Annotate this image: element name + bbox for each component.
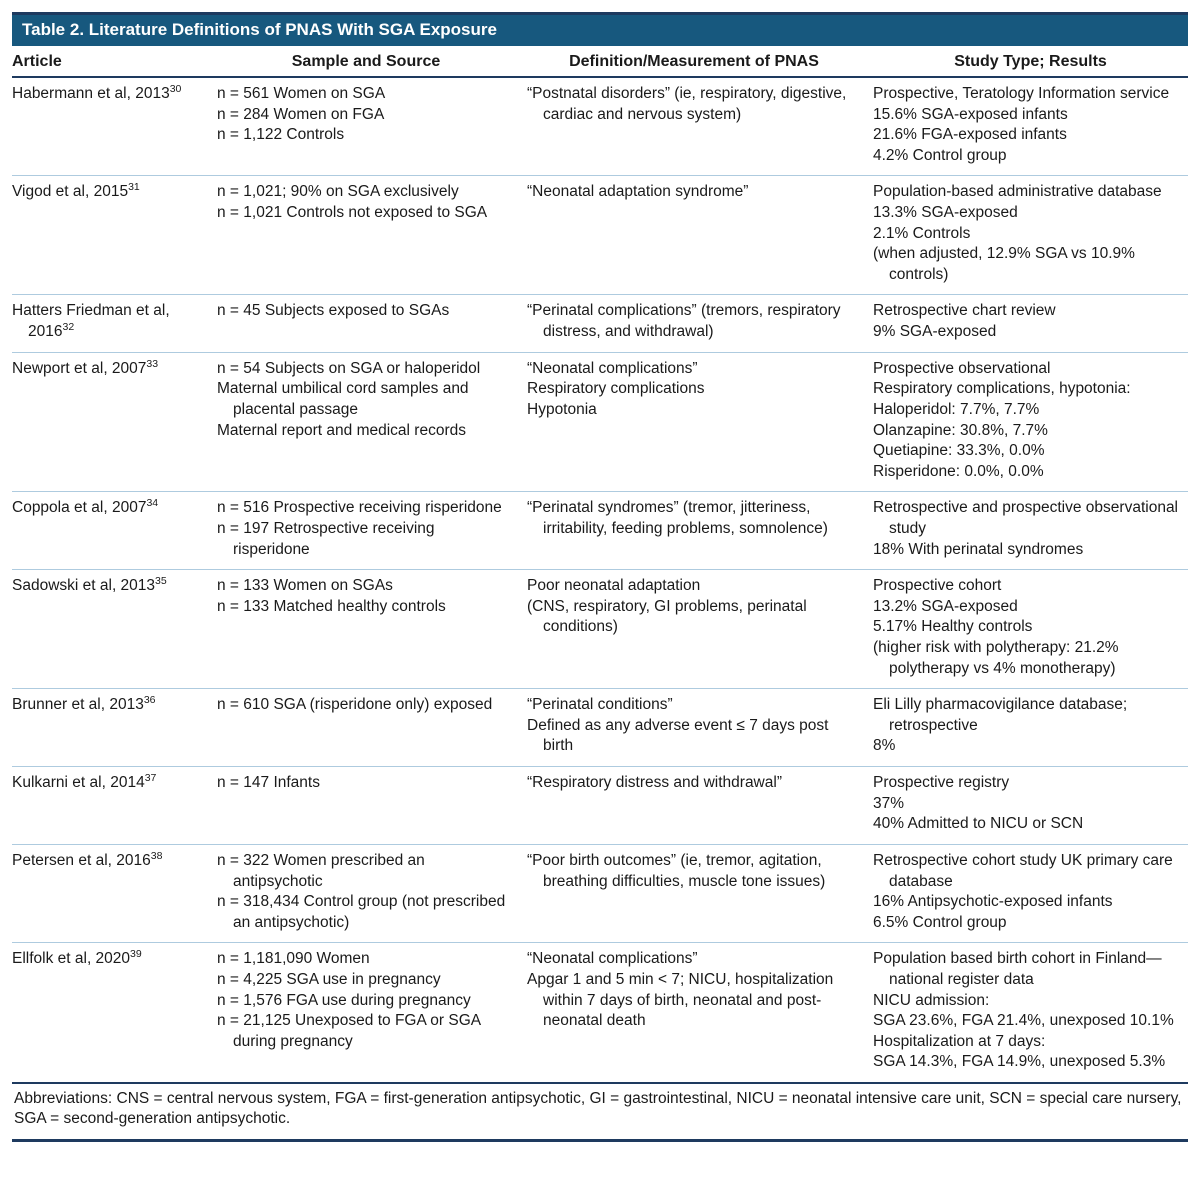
cell-line: “Perinatal conditions” (527, 696, 673, 714)
sample-cell (217, 182, 527, 285)
article-name: Sadowski et al, 2013$^{35}$ (12, 575, 167, 595)
cell-line: n = 197 Retrospective receiving risperidone (217, 519, 435, 558)
table-row (12, 689, 1188, 767)
cell-line: n = 1,181,090 Women (217, 950, 370, 968)
cell-line: “Poor birth outcomes” (ie, tremor, agitation, breathing difficulties, muscle tone issues) (527, 851, 826, 890)
cell-line: “Respiratory distress and withdrawal” (527, 774, 782, 792)
article-name: Ellfolk et al, 2020$^{39}$ (12, 948, 142, 968)
cell-line: Prospective, Teratology Information service (873, 85, 1170, 102)
table-row (12, 176, 1188, 295)
cell-line: 15.6% SGA-exposed infants (873, 105, 1068, 123)
cell-line: 37% (873, 794, 905, 812)
table-row (12, 570, 1188, 689)
results-cell (873, 498, 1188, 560)
cell-line: Prospective observational (873, 359, 1051, 377)
article-cell (12, 949, 217, 1073)
reference-superscript: 32 (62, 320, 75, 333)
cell-line: (higher risk with polytherapy: 21.2% polytherapy vs 4% monotherapy) (873, 639, 1119, 677)
definition-cell (527, 695, 873, 757)
sample-cell (217, 576, 527, 679)
column-header-row (12, 46, 1188, 78)
sample-cell (217, 949, 527, 1073)
cell-line: Maternal report and medical records (217, 421, 466, 439)
cell-line: (when adjusted, 12.9% SGA vs 10.9% controls) (873, 245, 1135, 283)
cell-line: n = 1,021; 90% on SGA exclusively (217, 183, 459, 201)
article-name: Hatters Friedman et al, 2016$^{32}$ (12, 302, 170, 341)
table-row (12, 943, 1188, 1082)
article-name: Petersen et al, 2016$^{38}$ (12, 849, 163, 869)
cell-line: n = 1,021 Controls not exposed to SGA (217, 204, 488, 222)
cell-line: 18% With perinatal syndromes (873, 540, 1084, 558)
cell-line: “Perinatal complications” (tremors, respiratory distress, and withdrawal) (527, 302, 841, 341)
cell-line: n = 21,125 Unexposed to FGA or SGA during pregnancy (217, 1012, 481, 1050)
cell-line: Eli Lilly pharmacovigilance database; retrospective (873, 696, 1128, 734)
cell-line: Hypotonia (527, 400, 597, 418)
definition-cell (527, 773, 873, 835)
definition-cell (527, 301, 873, 342)
cell-line: 4.2% Control group (873, 146, 1007, 164)
article-name: Brunner et al, 2013$^{36}$ (12, 694, 156, 714)
definition-cell (527, 84, 873, 166)
cell-line: Poor neonatal adaptation (527, 577, 701, 595)
cell-line: Hospitalization at 7 days: (873, 1032, 1046, 1050)
results-cell (873, 576, 1188, 679)
reference-superscript: 33 (146, 357, 159, 370)
cell-line: Prospective cohort (873, 577, 1002, 595)
reference-superscript: 30 (169, 82, 182, 95)
cell-line: 13.3% SGA-exposed (873, 204, 1018, 222)
cell-line: n = 147 Infants (217, 774, 320, 792)
article-name: Vigod et al, 2015$^{31}$ (12, 181, 140, 201)
column-header-article: Article (12, 53, 62, 70)
cell-line: Defined as any adverse event ≤ 7 days post birth (527, 716, 829, 755)
reference-superscript: 39 (130, 948, 142, 961)
article-cell (12, 84, 217, 166)
definition-cell (527, 949, 873, 1073)
cell-line: Respiratory complications (527, 380, 705, 398)
cell-line: “Postnatal disorders” (ie, respiratory, digestive, cardiac and nervous system) (527, 85, 847, 123)
reference-superscript: 34 (146, 497, 159, 510)
sample-cell (217, 851, 527, 933)
column-header-sample: Sample and Source (291, 53, 441, 70)
cell-line: Population-based administrative database (873, 183, 1162, 201)
cell-line: n = 610 SGA (risperidone only) exposed (217, 696, 493, 714)
cell-line: n = 284 Women on FGA (217, 105, 385, 123)
cell-line: n = 45 Subjects exposed to SGAs (217, 302, 450, 320)
cell-line: 8% (873, 737, 896, 755)
cell-line: n = 54 Subjects on SGA or haloperidol (217, 359, 481, 377)
cell-line: 9% SGA-exposed (873, 323, 997, 341)
cell-line: Risperidone: 0.0%, 0.0% (873, 462, 1044, 480)
cell-line: Olanzapine: 30.8%, 7.7% (873, 421, 1048, 439)
article-name: Kulkarni et al, 2014$^{37}$ (12, 771, 157, 792)
column-header-definition: Definition/Measurement of PNAS (569, 53, 819, 70)
cell-line: n = 133 Women on SGAs (217, 577, 393, 595)
cell-line: “Neonatal adaptation syndrome” (527, 183, 749, 201)
article-name: Habermann et al, 2013$^{30}$ (12, 82, 182, 102)
cell-line: Prospective registry (873, 774, 1010, 792)
table-row (12, 353, 1188, 493)
cell-line: Haloperidol: 7.7%, 7.7% (873, 400, 1040, 418)
reference-superscript: 37 (144, 771, 157, 784)
cell-line: “Neonatal complications” (527, 359, 698, 377)
definition-cell (527, 498, 873, 560)
table-row (12, 78, 1188, 176)
table-row (12, 492, 1188, 570)
definition-cell (527, 576, 873, 679)
cell-line: (CNS, respiratory, GI problems, perinatal conditions) (527, 597, 807, 636)
results-cell (873, 949, 1188, 1073)
cell-line: n = 133 Matched healthy controls (217, 597, 446, 615)
cell-line: n = 561 Women on SGA (217, 85, 386, 102)
definition-cell (527, 851, 873, 933)
sample-cell (217, 773, 527, 835)
results-cell (873, 301, 1188, 342)
cell-line: 21.6% FGA-exposed infants (873, 126, 1067, 144)
results-cell (873, 851, 1188, 933)
abbreviations-note: Abbreviations: CNS = central nervous system, FGA = first-generation antipsychotic, GI = gastrointestinal, NICU = neonatal intensive care unit, SCN = special care nursery, SGA = second-generation antipsychotic. (12, 1082, 1188, 1142)
cell-line: 16% Antipsychotic-exposed infants (873, 893, 1113, 911)
cell-line: “Perinatal syndromes” (tremor, jitteriness, irritability, feeding problems, somnolence) (527, 499, 828, 537)
column-header-results: Study Type; Results (954, 53, 1107, 70)
results-cell (873, 182, 1188, 285)
table-row (12, 295, 1188, 352)
sample-cell (217, 84, 527, 166)
article-cell (12, 182, 217, 285)
sample-cell (217, 695, 527, 757)
reference-superscript: 36 (143, 694, 156, 707)
article-cell (12, 498, 217, 560)
cell-line: 6.5% Control group (873, 913, 1007, 931)
cell-line: Apgar 1 and 5 min < 7; NICU, hospitalization within 7 days of birth, neonatal and post-neonatal death (527, 970, 834, 1030)
cell-line: Quetiapine: 33.3%, 0.0% (873, 442, 1045, 460)
cell-line: Maternal umbilical cord samples and placental passage (217, 380, 469, 418)
cell-line: n = 1,122 Controls (217, 126, 345, 144)
cell-line: Retrospective and prospective observational study (873, 499, 1179, 537)
results-cell (873, 695, 1188, 757)
article-cell (12, 851, 217, 933)
cell-line: 13.2% SGA-exposed (873, 597, 1018, 615)
cell-line: 2.1% Controls (873, 224, 971, 242)
cell-line: 5.17% Healthy controls (873, 618, 1033, 636)
results-cell (873, 84, 1188, 166)
cell-line: SGA 14.3%, FGA 14.9%, unexposed 5.3% (873, 1053, 1166, 1071)
table-row (12, 845, 1188, 943)
cell-line: SGA 23.6%, FGA 21.4%, unexposed 10.1% (873, 1012, 1174, 1030)
cell-line: n = 1,576 FGA use during pregnancy (217, 991, 471, 1009)
reference-superscript: 38 (150, 849, 163, 862)
results-cell (873, 773, 1188, 835)
cell-line: Retrospective cohort study UK primary care database (873, 851, 1173, 890)
reference-superscript: 35 (155, 575, 167, 588)
article-name: Newport et al, 2007$^{33}$ (12, 357, 159, 377)
cell-line: NICU admission: (873, 991, 990, 1009)
cell-line: n = 322 Women prescribed an antipsychotic (217, 851, 425, 890)
article-cell (12, 773, 217, 835)
definition-cell (527, 182, 873, 285)
cell-line: Retrospective chart review (873, 302, 1056, 320)
sample-cell (217, 301, 527, 342)
cell-line: Population based birth cohort in Finland—national register data (873, 950, 1162, 988)
cell-line: Respiratory complications, hypotonia: (873, 380, 1131, 398)
table-title-band (12, 12, 1188, 46)
table-body (12, 78, 1188, 1082)
sample-cell (217, 498, 527, 560)
cell-line: 40% Admitted to NICU or SCN (873, 815, 1084, 833)
results-cell (873, 359, 1188, 483)
definition-cell (527, 359, 873, 483)
article-name: Coppola et al, 2007$^{34}$ (12, 497, 159, 517)
sample-cell (217, 359, 527, 483)
cell-line: n = 516 Prospective receiving risperidone (217, 499, 502, 517)
table-title: Table 2. Literature Definitions of PNAS With SGA Exposure (22, 20, 497, 39)
cell-line: n = 318,434 Control group (not prescribed an antipsychotic) (217, 893, 506, 931)
article-cell (12, 576, 217, 679)
article-cell (12, 359, 217, 483)
cell-line: n = 4,225 SGA use in pregnancy (217, 970, 441, 988)
reference-superscript: 31 (128, 181, 140, 194)
table-row (12, 767, 1188, 845)
cell-line: “Neonatal complications” (527, 950, 698, 968)
article-cell (12, 695, 217, 757)
article-cell (12, 301, 217, 342)
